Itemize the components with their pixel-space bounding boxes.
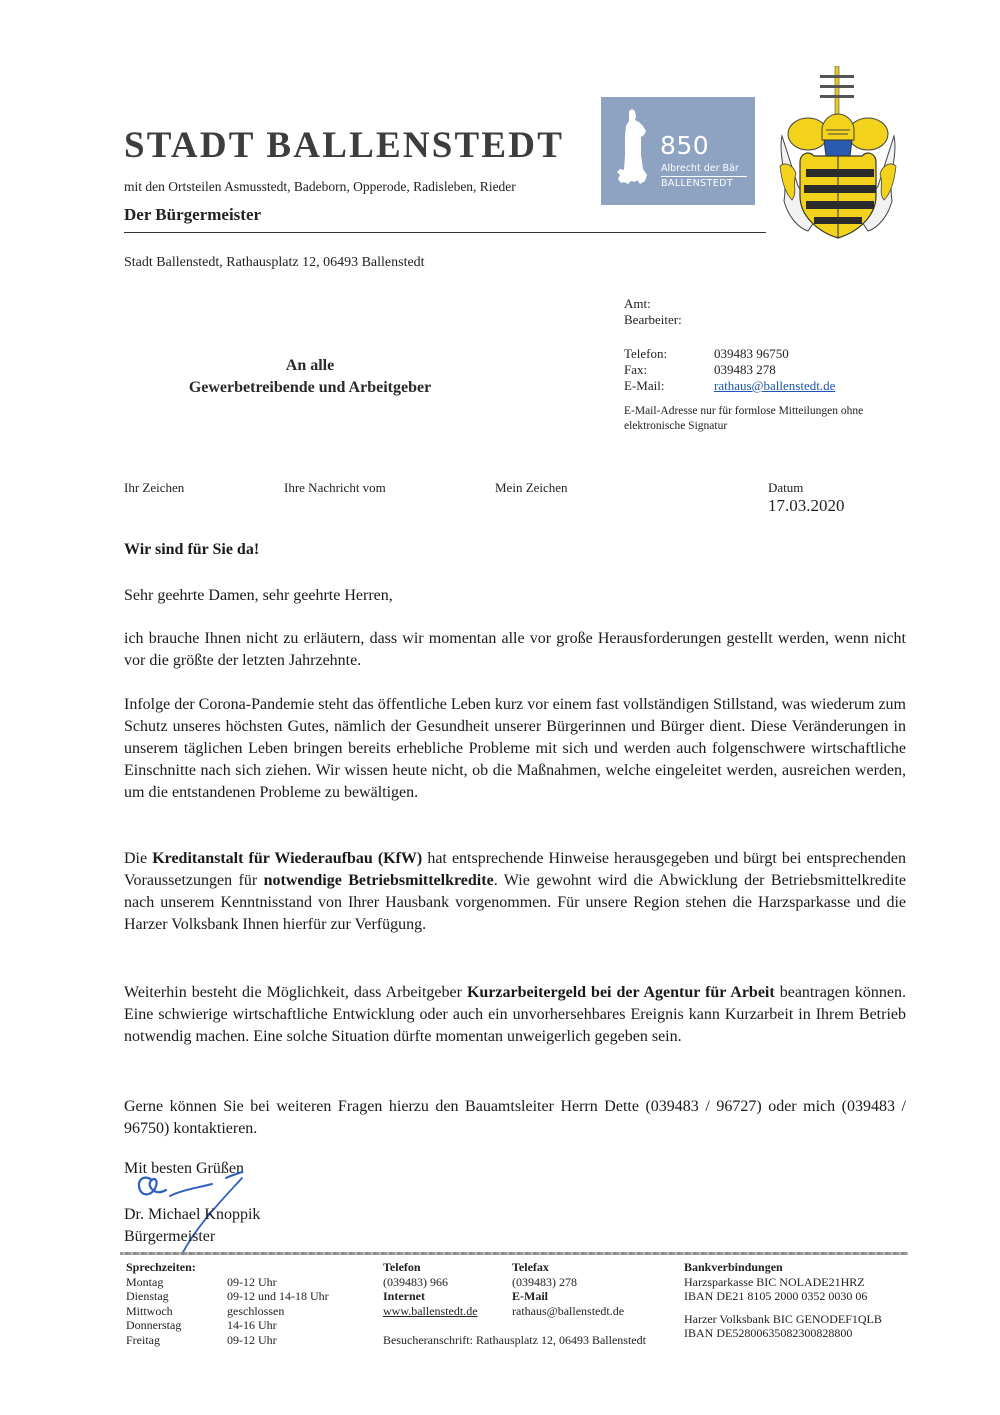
ihr-zeichen-label: Ihr Zeichen xyxy=(124,480,185,495)
paragraph-5: Gerne können Sie bei weiteren Fragen hierzu den Bauamtsleiter Herrn Dette (039483 / 96727) oder mich (039483 / 96750) kontaktieren. xyxy=(124,1098,906,1137)
office-hours-times xyxy=(227,1260,367,1347)
letter-subject: Wir sind für Sie da! xyxy=(124,541,260,558)
logo-city: BALLENSTEDT xyxy=(661,178,734,189)
coat-of-arms-icon xyxy=(778,66,898,244)
email-label: E-Mail: xyxy=(624,378,665,393)
footer-telefax-title: Telefax xyxy=(512,1260,549,1274)
footer-divider xyxy=(120,1252,908,1255)
visitor-address: Besucheranschrift: Rathausplatz 12, 06493 Ballenstedt xyxy=(383,1333,646,1347)
hours-day: Mittwoch xyxy=(126,1303,173,1318)
text-span: Die xyxy=(124,850,153,867)
footer-phone-web xyxy=(383,1260,523,1318)
signer-name: Dr. Michael Knoppik xyxy=(124,1206,261,1223)
bank-details xyxy=(684,1260,914,1341)
recipient-block xyxy=(140,355,480,399)
footer-website-link[interactable]: www.ballenstedt.de xyxy=(383,1303,478,1318)
bank2-bic: Harzer Volksbank BIC GENODEF1QLB xyxy=(684,1311,882,1326)
footer-fax-email xyxy=(512,1260,662,1318)
hours-time: 09-12 Uhr xyxy=(227,1274,277,1289)
datum-label: Datum xyxy=(768,480,804,495)
telefon-value: 039483 96750 xyxy=(714,346,789,361)
hours-day: Freitag xyxy=(126,1332,160,1347)
letter-greeting: Sehr geehrte Damen, sehr geehrte Herren, xyxy=(124,587,393,604)
paragraph-4 xyxy=(124,982,906,1048)
bearbeiter-label: Bearbeiter: xyxy=(624,312,682,327)
footer-telefon-title: Telefon xyxy=(383,1260,421,1274)
hours-day: Donnerstag xyxy=(126,1318,182,1332)
sender-address-line: Stadt Ballenstedt, Rathausplatz 12, 06493 Ballenstedt xyxy=(124,255,425,270)
office-hours-title: Sprechzeiten: xyxy=(126,1260,196,1274)
districts-line: mit den Ortsteilen Asmusstedt, Badeborn, Opperode, Radisleben, Rieder xyxy=(124,179,516,194)
text-span: hat entsprechende Hinweise herausgegeben und bürgt bei entsprechenden Voraussetzungen für xyxy=(124,850,906,889)
signer-role: Bürgermeister xyxy=(124,1228,216,1245)
paragraph-2: Infolge der Corona-Pandemie steht das öffentliche Leben kurz vor einem fast vollständigen Stillstand, was wiederum zum Schutz unseres höchsten Gutes, nämlich der Gesundheit unserer Bürgerinnen und Bürger dient. Diese Veränderungen in unserem täglichen Leben bringen bereits erhebliche Probleme mit sich und werden auch folgenschwere wirtschaftliche Einschnitte nach sich ziehen. Wir wissen heute nicht, ob die Maßnahmen, welche eingeleitet werden, ausreichen werden, um die entstandenen Probleme zu bewältigen. xyxy=(124,696,906,801)
text-span: Weiterhin besteht die Möglichkeit, dass Arbeitgeber xyxy=(124,984,467,1001)
text-span: beantragen können. Eine schwierige wirtschaftliche Entwicklung oder auch ein unvorhersehbares Ereignis kann Kurzarbeit in Ihrem Betrieb notwendig machen. Eine solche Situation dürfte momentan unweigerlich gegeben sein. xyxy=(124,984,907,1045)
kfw-emphasis: Kreditanstalt für Wiederaufbau (KfW) xyxy=(152,850,423,867)
fax-value: 039483 278 xyxy=(714,362,776,377)
hours-time: 09-12 Uhr xyxy=(227,1332,277,1347)
logo-divider xyxy=(661,176,747,177)
hours-time: geschlossen xyxy=(227,1303,285,1318)
mein-zeichen-label: Mein Zeichen xyxy=(495,480,568,495)
hours-time: 14-16 Uhr xyxy=(227,1318,277,1332)
contact-email xyxy=(624,378,835,394)
contact-block xyxy=(624,296,835,394)
footer-internet-title: Internet xyxy=(383,1289,425,1303)
paragraph-3 xyxy=(124,848,906,936)
kurzarbeit-emphasis: Kurzarbeitergeld bei der Agentur für Arbeit xyxy=(466,984,775,1001)
bank2-iban: IBAN DE52800635082300828800 xyxy=(684,1326,853,1340)
logo-subtitle: Albrecht der Bär xyxy=(661,163,739,174)
footer-email-value[interactable]: rathaus@ballenstedt.de xyxy=(512,1303,625,1318)
paragraph-1: ich brauche Ihnen nicht zu erläutern, dass wir momentan alle vor große Herausforderungen gestellt werden, wenn nicht vor die größte der letzten Jahrzehnte. xyxy=(124,630,906,669)
albrecht-figure-icon xyxy=(615,109,653,197)
contact-bearbeiter xyxy=(624,312,835,328)
contact-amt xyxy=(624,296,835,312)
fax-label: Fax: xyxy=(624,362,648,377)
amt-label: Amt: xyxy=(624,296,651,311)
hours-day: Montag xyxy=(126,1274,164,1289)
telefon-label: Telefon: xyxy=(624,346,668,361)
office-hours-days xyxy=(126,1260,226,1347)
footer-telefax-value: (039483) 278 xyxy=(512,1274,577,1289)
hours-day: Dienstag xyxy=(126,1289,169,1303)
city-title: STADT BALLENSTEDT xyxy=(124,125,565,166)
logo-number: 850 xyxy=(660,131,710,160)
recipient-line-1: An alle xyxy=(285,357,335,374)
hours-time: 09-12 und 14-18 Uhr xyxy=(227,1289,329,1303)
bank1-iban: IBAN DE21 8105 2000 0352 0030 06 xyxy=(684,1289,868,1303)
credit-emphasis: notwendige Betriebsmittelkredite xyxy=(263,872,494,889)
ihre-nachricht-label: Ihre Nachricht vom xyxy=(284,480,386,495)
bank1-bic: Harzsparkasse BIC NOLADE21HRZ xyxy=(684,1274,865,1289)
footer-email-title: E-Mail xyxy=(512,1289,548,1303)
text-span: . Wie gewohnt wird die Abwicklung der Betriebsmittelkredite nach unserem Kenntnisstand von Ihrer Hausbank vorgenommen. Für unsere Region stehen die Harzsparkasse und die Harzer Volksbank Ihnen hierfür zur Verfügung. xyxy=(124,872,906,933)
recipient-line-2: Gewerbetreibende und Arbeitgeber xyxy=(188,379,432,396)
office-title: Der Bürgermeister xyxy=(124,205,262,224)
footer-telefon-value: (039483) 966 xyxy=(383,1274,448,1289)
letter-closing: Mit besten Grüßen xyxy=(124,1160,244,1177)
anniversary-logo xyxy=(601,97,755,205)
email-link[interactable]: rathaus@ballenstedt.de xyxy=(714,378,836,393)
contact-telefon xyxy=(624,346,835,362)
header-divider xyxy=(124,232,766,233)
letter-date: 17.03.2020 xyxy=(768,496,845,515)
bank-title: Bankverbindungen xyxy=(684,1260,783,1274)
email-note: E-Mail-Adresse nur für formlose Mitteilungen ohne elektronische Signatur xyxy=(624,405,864,432)
contact-fax xyxy=(624,362,835,378)
